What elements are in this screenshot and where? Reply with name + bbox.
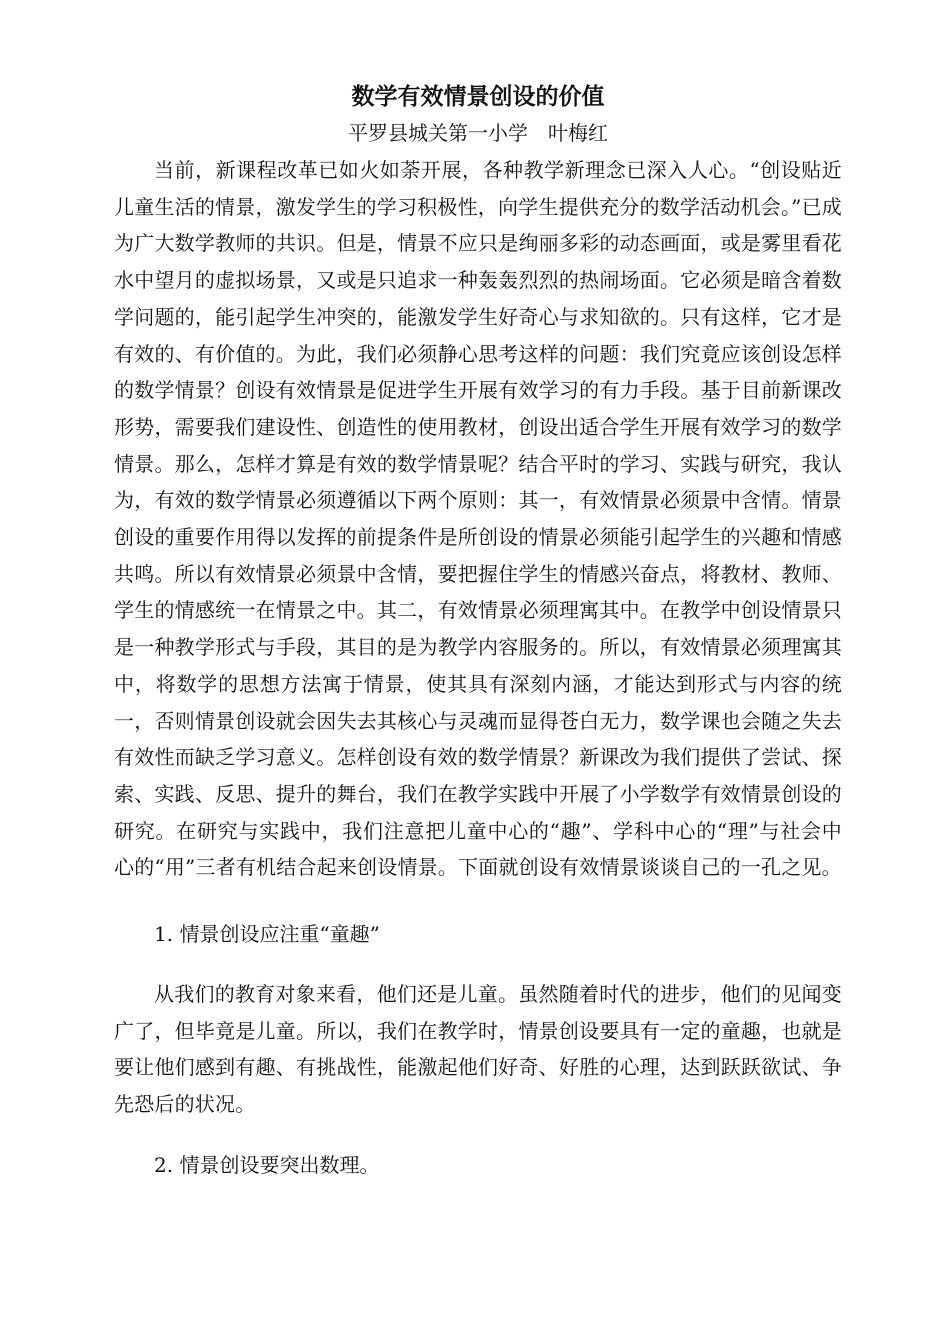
spacer <box>114 886 842 916</box>
spacer <box>114 952 842 976</box>
document-page <box>114 78 842 1183</box>
section-1-heading: 1. 情景创设应注重“童趣” <box>154 922 380 947</box>
spacer <box>114 1123 842 1147</box>
document-title: 数学有效情景创设的价值 <box>351 83 605 110</box>
section-2-heading: 2. 情景创设要突出数理。 <box>154 1152 380 1177</box>
author-line: 平罗县城关第一小学 叶梅红 <box>348 121 608 145</box>
section-1-paragraph: 从我们的教育对象来看，他们还是儿童。虽然随着时代的进步，他们的见闻变广了，但毕竟是儿童。所以，我们在教学时，情景创设要具有一定的童趣，也就是要让他们感到有趣、有挑战性，能激起他们好奇、好胜的心理，达到跃跃欲试、争先恐后的状况。 <box>114 982 842 1117</box>
intro-paragraph: 当前，新课程改革已如火如荼开展，各种教学新理念已深入人心。“创设贴近儿童生活的情景，激发学生的学习积极性，向学生提供充分的数学活动机会。”已成为广大数学教师的共识。但是，情景不应只是绚丽多彩的动态画面，或是雾里看花水中望月的虚拟场景，又或是只追求一种轰轰烈烈的热闹场面。它必须是暗含着数学问题的，能引起学生冲突的，能激发学生好奇心与求知欲的。只有这样，它才是有效的、有价值的。为此，我们必须静心思考这样的问题：我们究竟应该创设怎样的数学情景？创设有效情景是促进学生开展有效学习的有力手段。基于目前新课改形势，需要我们建设性、创造性的使用教材，创设出适合学生开展有效学习的数学情景。那么，怎样才算是有效的数学情景呢？结合平时的学习、实践与研究，我认为，有效的数学情景必须遵循以下两个原则：其一，有效情景必须景中含情。情景创设的重要作用得以发挥的前提条件是所创设的情景必须能引起学生的兴趣和情感共鸣。所以有效情景必须景中含情，要把握住学生的情感兴奋点，将教材、教师、学生的情感统一在情景之中。其二，有效情景必须理寓其中。在教学中创设情景只是一种教学形式与手段，其目的是为教学内容服务的。所以，有效情景必须理寓其中，将数学的思想方法寓于情景，使其具有深刻内涵，才能达到形式与内容的统一，否则情景创设就会因失去其核心与灵魂而显得苍白无力，数学课也会随之失去有效性而缺乏学习意义。怎样创设有效的数学情景？新课改为我们提供了尝试、探索、实践、反思、提升的舞台，我们在教学实践中开展了小学数学有效情景创设的研究。在研究与实践中，我们注意把儿童中心的“趣”、学科中心的“理”与社会中心的“用”三者有机结合起来创设情景。下面就创设有效情景谈谈自己的一孔之见。 <box>114 158 842 880</box>
